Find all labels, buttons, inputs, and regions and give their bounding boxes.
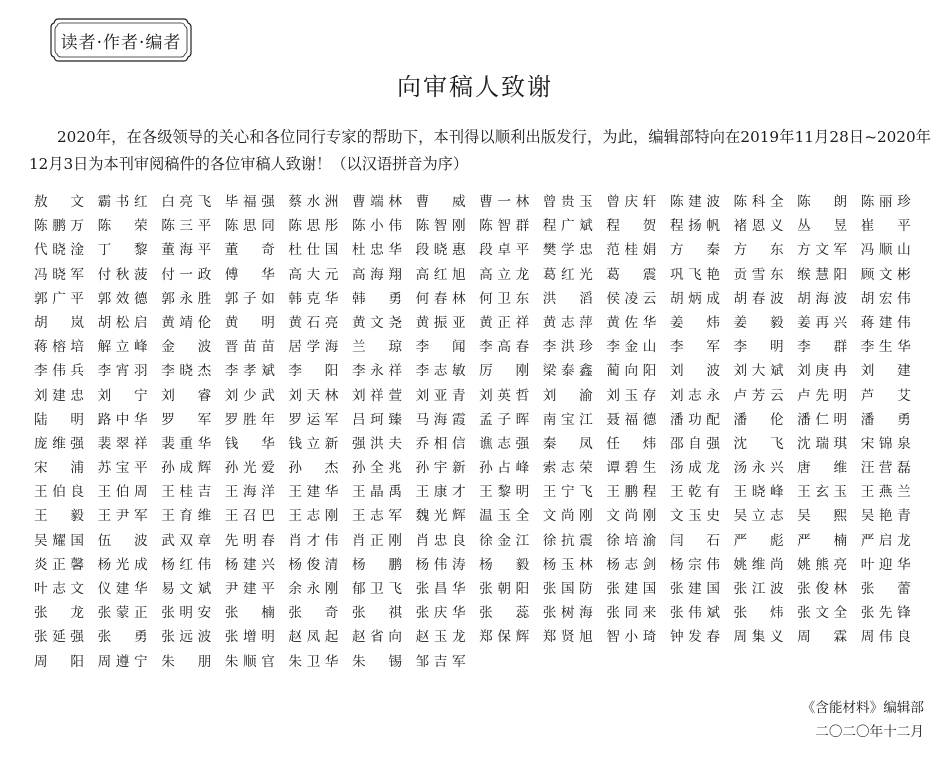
reviewer-name: 智 小 琦 bbox=[606, 629, 657, 646]
reviewer-name: 钟 发 春 bbox=[669, 629, 720, 646]
reviewer-name: 张 勇 bbox=[97, 629, 148, 646]
reviewer-name: 杨 伟 涛 bbox=[415, 556, 466, 573]
reviewer-name: 晋 苗 苗 bbox=[224, 339, 275, 356]
reviewer-name: 伍 波 bbox=[97, 532, 148, 549]
reviewer-name: 钱 立 新 bbox=[288, 435, 339, 452]
reviewer-name: 杨 红 伟 bbox=[161, 556, 212, 573]
reviewer-name: 严 楠 bbox=[797, 532, 848, 549]
reviewer-name: 张 龙 bbox=[34, 605, 84, 622]
reviewer-name: 王 建 华 bbox=[288, 484, 339, 501]
reviewer-name: 曹 威 bbox=[415, 194, 466, 210]
reviewer-name: 李 金 山 bbox=[606, 339, 657, 356]
reviewer-name: 强 洪 夫 bbox=[351, 435, 402, 452]
reviewer-name: 孙 成 辉 bbox=[161, 460, 212, 477]
reviewer-name: 杨 建 兴 bbox=[224, 556, 275, 573]
reviewer-name: 刘 玉 存 bbox=[606, 387, 657, 404]
reviewer-name: 徐 培 渝 bbox=[606, 532, 657, 549]
reviewer-name: 付 一 政 bbox=[161, 266, 212, 283]
reviewer-name: 张 蕊 bbox=[479, 605, 530, 622]
reviewer-name: 李 孝 斌 bbox=[224, 363, 275, 380]
reviewer-name: 李 伟 兵 bbox=[34, 363, 84, 380]
reviewer-name: 裴 翠 祥 bbox=[97, 435, 148, 452]
reviewer-name: 周 集 义 bbox=[733, 629, 784, 646]
reviewer-name: 曾 庆 轩 bbox=[606, 194, 657, 210]
intro-paragraph: 2020年，在各级领导的关心和各位同行专家的帮助下，本刊得以顺利出版发行，为此，编辑部特向在2019年11月28日~2020年12月3日为本刊审阅稿件的各位审稿人致谢！（以汉语拼音为序） bbox=[29, 128, 931, 173]
reviewer-name: 董 海 平 bbox=[161, 242, 212, 259]
reviewer-name: 刘 天 林 bbox=[288, 387, 339, 404]
reviewer-name: 黄 靖 伦 bbox=[161, 314, 212, 331]
reviewer-name: 刘 少 武 bbox=[224, 387, 275, 404]
reviewer-name: 程 扬 帆 bbox=[669, 218, 720, 235]
reviewer-name: 姚 维 尚 bbox=[733, 556, 784, 573]
reviewer-name: 姜 再 兴 bbox=[797, 314, 848, 331]
reviewer-name: 李 晓 杰 bbox=[161, 363, 212, 380]
reviewer-name: 谯 志 强 bbox=[479, 435, 530, 452]
reviewer-name: 温 玉 全 bbox=[479, 508, 530, 525]
reviewer-name: 张 明 安 bbox=[161, 605, 212, 622]
reviewer-name: 丁 黎 bbox=[97, 242, 148, 259]
reviewer-name: 张 同 来 bbox=[606, 605, 657, 622]
reviewer-name: 罗 胜 年 bbox=[224, 411, 275, 428]
reviewer-name: 刘 睿 bbox=[161, 387, 212, 404]
reviewer-name: 张 炜 bbox=[733, 605, 784, 622]
reviewer-name: 张 俊 林 bbox=[797, 581, 848, 597]
reviewer-name: 陈 鹏 万 bbox=[34, 218, 84, 235]
reviewer-name: 褚 恩 义 bbox=[733, 218, 784, 235]
reviewer-name: 曹 一 林 bbox=[479, 194, 530, 210]
reviewer-name: 王 伯 良 bbox=[34, 484, 84, 501]
reviewer-name: 王 志 军 bbox=[351, 508, 402, 525]
reviewer-name: 金 波 bbox=[161, 339, 212, 356]
reviewer-name: 郭 永 胜 bbox=[161, 290, 212, 307]
reviewer-list bbox=[34, 190, 924, 674]
reviewer-name: 黄 文 尧 bbox=[351, 314, 402, 331]
reviewer-name: 杨 毅 bbox=[479, 556, 530, 573]
reviewer-name: 厉 刚 bbox=[479, 363, 530, 380]
reviewer-name: 刘 志 永 bbox=[669, 387, 720, 404]
reviewer-name: 刘 大 斌 bbox=[733, 363, 784, 380]
reviewer-name: 秦 凤 bbox=[542, 435, 593, 452]
reviewer-name: 易 文 斌 bbox=[161, 581, 212, 597]
reviewer-name: 黄 志 萍 bbox=[542, 314, 593, 331]
reviewer-name: 宋 浦 bbox=[34, 460, 84, 477]
reviewer-name: 李 高 春 bbox=[479, 339, 530, 356]
reviewer-name: 葛 震 bbox=[606, 266, 657, 283]
reviewer-name: 赵 凤 起 bbox=[288, 629, 339, 646]
signature-block bbox=[802, 696, 924, 744]
reviewer-name: 汤 成 龙 bbox=[669, 460, 720, 477]
reviewer-name: 周 霖 bbox=[797, 629, 848, 646]
reviewer-name: 范 桂 娟 bbox=[606, 242, 657, 259]
reviewer-name: 韩 克 华 bbox=[288, 290, 339, 307]
reviewer-name: 王 伯 周 bbox=[97, 484, 148, 501]
section-tag bbox=[48, 16, 194, 64]
reviewer-name: 缑 慧 阳 bbox=[797, 266, 848, 283]
reviewer-name: 文 尚 刚 bbox=[542, 508, 593, 525]
reviewer-name: 杨 志 剑 bbox=[606, 556, 657, 573]
reviewer-name: 李 阳 bbox=[288, 363, 339, 380]
reviewer-name: 杨 光 成 bbox=[97, 556, 148, 573]
reviewer-name: 叶 志 文 bbox=[34, 581, 84, 597]
reviewer-name: 毕 福 强 bbox=[224, 194, 275, 210]
reviewer-name: 胡 炳 成 bbox=[669, 290, 720, 307]
reviewer-name: 韩 勇 bbox=[351, 290, 402, 307]
reviewer-name: 冯 晓 军 bbox=[34, 266, 84, 283]
reviewer-name: 朱 顺 官 bbox=[224, 653, 275, 670]
reviewer-name: 任 炜 bbox=[606, 435, 657, 452]
reviewer-name: 卢 先 明 bbox=[797, 387, 848, 404]
reviewer-name: 陈 荣 bbox=[97, 218, 148, 235]
section-tag-label: 读者·作者·编者 bbox=[60, 32, 182, 53]
reviewer-name: 潘 功 配 bbox=[669, 411, 720, 428]
reviewer-name: 潘 仁 明 bbox=[797, 411, 848, 428]
reviewer-name: 郭 广 平 bbox=[34, 290, 84, 307]
reviewer-name: 陈 思 彤 bbox=[288, 218, 339, 235]
reviewer-name: 刘 宁 bbox=[97, 387, 148, 404]
reviewer-name: 沈 飞 bbox=[733, 435, 784, 452]
reviewer-name: 王 志 刚 bbox=[288, 508, 339, 525]
reviewer-name: 炎 正 馨 bbox=[34, 556, 84, 573]
reviewer-name: 李 军 bbox=[669, 339, 720, 356]
reviewer-name: 卢 芳 云 bbox=[733, 387, 784, 404]
reviewer-name: 高 海 翔 bbox=[351, 266, 402, 283]
reviewer-name: 赵 省 向 bbox=[351, 629, 402, 646]
reviewer-name: 方 东 bbox=[733, 242, 784, 259]
reviewer-name: 敖 文 bbox=[34, 194, 84, 210]
reviewer-name: 朱 朋 bbox=[161, 653, 212, 670]
reviewer-name: 杨 宗 伟 bbox=[669, 556, 720, 573]
reviewer-name: 周 伟 良 bbox=[860, 629, 911, 646]
reviewer-name: 裴 重 华 bbox=[161, 435, 212, 452]
reviewer-name: 罗 军 bbox=[161, 411, 212, 428]
reviewer-name: 张 蒙 正 bbox=[97, 605, 148, 622]
reviewer-name: 武 双 章 bbox=[161, 532, 212, 549]
reviewer-name: 文 尚 刚 bbox=[606, 508, 657, 525]
reviewer-name: 先 明 春 bbox=[224, 532, 275, 549]
reviewer-name: 贡 雪 东 bbox=[733, 266, 784, 283]
reviewer-name: 肖 忠 良 bbox=[415, 532, 466, 549]
reviewer-name: 李 明 bbox=[733, 339, 784, 356]
reviewer-name: 苏 宝 平 bbox=[97, 460, 148, 477]
reviewer-name: 张 树 海 bbox=[542, 605, 593, 622]
reviewer-name: 郭 效 德 bbox=[97, 290, 148, 307]
reviewer-name: 庞 维 强 bbox=[34, 435, 84, 452]
reviewer-name: 沈 瑞 琪 bbox=[797, 435, 848, 452]
reviewer-name: 严 启 龙 bbox=[860, 532, 911, 549]
reviewer-name: 聂 福 德 bbox=[606, 411, 657, 428]
reviewer-name: 居 学 海 bbox=[288, 339, 339, 356]
reviewer-name: 郁 卫 飞 bbox=[351, 581, 402, 597]
reviewer-name: 张 江 波 bbox=[733, 581, 784, 597]
reviewer-name: 吴 耀 国 bbox=[34, 532, 84, 549]
reviewer-name: 张 蕾 bbox=[860, 581, 911, 597]
reviewer-name: 吴 熙 bbox=[797, 508, 848, 525]
reviewer-name: 张 伟 斌 bbox=[669, 605, 720, 622]
reviewer-name: 傅 华 bbox=[224, 266, 275, 283]
reviewer-name: 肖 才 伟 bbox=[288, 532, 339, 549]
reviewer-name: 汤 永 兴 bbox=[733, 460, 784, 477]
reviewer-name: 巩 飞 艳 bbox=[669, 266, 720, 283]
reviewer-name: 陈 丽 珍 bbox=[860, 194, 911, 210]
reviewer-name: 吴 立 志 bbox=[733, 508, 784, 525]
reviewer-name: 索 志 荣 bbox=[542, 460, 593, 477]
reviewer-name: 张 朝 阳 bbox=[479, 581, 530, 597]
reviewer-name: 张 祺 bbox=[351, 605, 402, 622]
reviewer-name: 曹 端 林 bbox=[351, 194, 402, 210]
reviewer-name: 刘 亚 青 bbox=[415, 387, 466, 404]
reviewer-name: 李 闻 bbox=[415, 339, 466, 356]
reviewer-name: 宋 锦 泉 bbox=[860, 435, 911, 452]
reviewer-name: 程 广 斌 bbox=[542, 218, 593, 235]
reviewer-name: 王 晶 禹 bbox=[351, 484, 402, 501]
reviewer-name: 霸 书 红 bbox=[97, 194, 148, 210]
reviewer-name: 刘 波 bbox=[669, 363, 720, 380]
reviewer-name: 张 先 锋 bbox=[860, 605, 911, 622]
reviewer-name: 洪 滔 bbox=[542, 290, 593, 307]
reviewer-name: 葛 红 光 bbox=[542, 266, 593, 283]
reviewer-name: 叶 迎 华 bbox=[860, 556, 911, 573]
reviewer-name: 张 建 国 bbox=[669, 581, 720, 597]
reviewer-name: 陆 明 bbox=[34, 411, 84, 428]
reviewer-name: 付 秋 菠 bbox=[97, 266, 148, 283]
reviewer-name: 杨 俊 清 bbox=[288, 556, 339, 573]
reviewer-name: 孙 占 峰 bbox=[479, 460, 530, 477]
reviewer-name: 陈 智 群 bbox=[479, 218, 530, 235]
reviewer-name: 刘 祥 萱 bbox=[351, 387, 402, 404]
reviewer-name: 张 远 波 bbox=[161, 629, 212, 646]
reviewer-name: 闫 石 bbox=[669, 532, 720, 549]
reviewer-name: 孟 子 晖 bbox=[479, 411, 530, 428]
reviewer-name: 何 卫 东 bbox=[479, 290, 530, 307]
reviewer-name: 马 海 霞 bbox=[415, 411, 466, 428]
reviewer-name: 陈 小 伟 bbox=[351, 218, 402, 235]
reviewer-name: 刘 建 忠 bbox=[34, 387, 84, 404]
reviewer-name: 梁 泰 鑫 bbox=[542, 363, 593, 380]
reviewer-name: 文 玉 史 bbox=[669, 508, 720, 525]
reviewer-name: 刘 庚 冉 bbox=[797, 363, 848, 380]
reviewer-name: 董 奇 bbox=[224, 242, 275, 259]
reviewer-name: 杜 仕 国 bbox=[288, 242, 339, 259]
reviewer-name: 王 乾 有 bbox=[669, 484, 720, 501]
reviewer-name: 罗 运 军 bbox=[288, 411, 339, 428]
reviewer-name: 徐 抗 震 bbox=[542, 532, 593, 549]
reviewer-name: 路 中 华 bbox=[97, 411, 148, 428]
reviewer-name: 张 庆 华 bbox=[415, 605, 466, 622]
reviewer-name: 李 志 敏 bbox=[415, 363, 466, 380]
reviewer-name: 李 洪 珍 bbox=[542, 339, 593, 356]
reviewer-name: 蔺 向 阳 bbox=[606, 363, 657, 380]
reviewer-name: 邹 吉 军 bbox=[415, 653, 466, 670]
reviewer-name: 张 奇 bbox=[288, 605, 339, 622]
reviewer-name: 张 国 防 bbox=[542, 581, 593, 597]
reviewer-name: 乔 相 信 bbox=[415, 435, 466, 452]
reviewer-name: 严 彪 bbox=[733, 532, 784, 549]
reviewer-name: 高 立 龙 bbox=[479, 266, 530, 283]
reviewer-name: 孙 全 兆 bbox=[351, 460, 402, 477]
reviewer-name: 唐 维 bbox=[797, 460, 848, 477]
reviewer-name: 姜 毅 bbox=[733, 314, 784, 331]
reviewer-name: 赵 玉 龙 bbox=[415, 629, 466, 646]
page-title: 向审稿人致谢 bbox=[397, 73, 553, 101]
reviewer-name: 蒋 建 伟 bbox=[860, 314, 911, 331]
reviewer-name: 陈 建 波 bbox=[669, 194, 720, 210]
reviewer-name: 吴 艳 青 bbox=[860, 508, 911, 525]
reviewer-name: 潘 伦 bbox=[733, 411, 784, 428]
reviewer-name: 王 宁 飞 bbox=[542, 484, 593, 501]
reviewer-name: 张 增 明 bbox=[224, 629, 275, 646]
reviewer-name: 曾 贵 玉 bbox=[542, 194, 593, 210]
reviewer-name: 陈 三 平 bbox=[161, 218, 212, 235]
reviewer-name: 黄 石 亮 bbox=[288, 314, 339, 331]
reviewer-name: 白 亮 飞 bbox=[161, 194, 212, 210]
reviewer-name: 仪 建 华 bbox=[97, 581, 148, 597]
reviewer-name: 张 昌 华 bbox=[415, 581, 466, 597]
reviewer-name: 朱 卫 华 bbox=[288, 653, 339, 670]
reviewer-name: 胡 岚 bbox=[34, 314, 84, 331]
reviewer-name: 郑 贤 旭 bbox=[542, 629, 593, 646]
reviewer-name: 姚 熊 亮 bbox=[797, 556, 848, 573]
reviewer-name: 顾 文 彬 bbox=[860, 266, 911, 283]
reviewer-name: 黄 振 亚 bbox=[415, 314, 466, 331]
reviewer-name: 徐 金 江 bbox=[479, 532, 530, 549]
reviewer-name: 崔 平 bbox=[860, 218, 911, 235]
reviewer-name: 余 永 刚 bbox=[288, 581, 339, 597]
reviewer-name: 胡 宏 伟 bbox=[860, 290, 911, 307]
reviewer-name: 李 永 祥 bbox=[351, 363, 402, 380]
reviewer-name: 方 秦 bbox=[669, 242, 720, 259]
signature-date: 二〇二〇年十二月 bbox=[815, 724, 924, 740]
reviewer-name: 刘 渝 bbox=[542, 387, 593, 404]
reviewer-name: 解 立 峰 bbox=[97, 339, 148, 356]
reviewer-name: 段 卓 平 bbox=[479, 242, 530, 259]
reviewer-name: 朱 锡 bbox=[351, 653, 402, 670]
reviewer-name: 樊 学 忠 bbox=[542, 242, 593, 259]
reviewer-name: 尹 建 平 bbox=[224, 581, 275, 597]
reviewer-name: 王 毅 bbox=[34, 508, 84, 525]
reviewer-name: 张 延 强 bbox=[34, 629, 84, 646]
reviewer-name: 胡 海 波 bbox=[797, 290, 848, 307]
reviewer-name: 侯 凌 云 bbox=[606, 290, 657, 307]
reviewer-name: 周 遵 宁 bbox=[97, 653, 148, 670]
reviewer-name: 郭 子 如 bbox=[224, 290, 275, 307]
reviewer-name: 胡 松 启 bbox=[97, 314, 148, 331]
reviewer-name: 刘 英 哲 bbox=[479, 387, 530, 404]
reviewer-name: 肖 正 刚 bbox=[351, 532, 402, 549]
signature-organization: 《含能材料》编辑部 bbox=[801, 700, 924, 716]
reviewer-name: 刘 建 bbox=[860, 363, 911, 380]
reviewer-name: 郑 保 辉 bbox=[479, 629, 530, 646]
reviewer-name: 姜 炜 bbox=[669, 314, 720, 331]
reviewer-name: 南 宝 江 bbox=[542, 411, 593, 428]
reviewer-name: 王 桂 吉 bbox=[161, 484, 212, 501]
reviewer-name: 钱 华 bbox=[224, 435, 275, 452]
reviewer-name: 蒋 榕 培 bbox=[34, 339, 84, 356]
reviewer-name: 潘 勇 bbox=[860, 411, 911, 428]
reviewer-name: 方 文 军 bbox=[797, 242, 848, 259]
reviewer-name: 黄 正 祥 bbox=[479, 314, 530, 331]
reviewer-name: 王 育 维 bbox=[161, 508, 212, 525]
reviewer-name: 杨 鹏 bbox=[351, 556, 402, 573]
reviewer-name: 李 生 华 bbox=[860, 339, 911, 356]
reviewer-name: 李 群 bbox=[797, 339, 848, 356]
reviewer-name: 孙 光 爱 bbox=[224, 460, 275, 477]
reviewer-name: 汪 营 磊 bbox=[860, 460, 911, 477]
reviewer-name: 吕 珂 臻 bbox=[351, 411, 402, 428]
reviewer-name: 王 燕 兰 bbox=[860, 484, 911, 501]
reviewer-name: 谭 碧 生 bbox=[606, 460, 657, 477]
reviewer-name: 王 尹 军 bbox=[97, 508, 148, 525]
reviewer-name: 王 玄 玉 bbox=[797, 484, 848, 501]
reviewer-name: 张 楠 bbox=[224, 605, 275, 622]
reviewer-name: 何 春 林 bbox=[415, 290, 466, 307]
reviewer-name: 王 鹏 程 bbox=[606, 484, 657, 501]
reviewer-name: 陈 科 全 bbox=[733, 194, 784, 210]
reviewer-name: 代 晓 淦 bbox=[34, 242, 84, 259]
reviewer-name: 张 文 全 bbox=[797, 605, 848, 622]
reviewer-name: 杜 忠 华 bbox=[351, 242, 402, 259]
reviewer-name: 陈 智 刚 bbox=[415, 218, 466, 235]
reviewer-name: 程 贺 bbox=[606, 218, 657, 235]
reviewer-name: 邵 自 强 bbox=[669, 435, 720, 452]
reviewer-name: 周 阳 bbox=[34, 653, 84, 670]
reviewer-name: 王 召 巴 bbox=[224, 508, 275, 525]
reviewer-name: 胡 春 波 bbox=[733, 290, 784, 307]
reviewer-name: 孙 宇 新 bbox=[415, 460, 466, 477]
reviewer-name: 陈 思 同 bbox=[224, 218, 275, 235]
reviewer-name: 兰 琼 bbox=[351, 339, 402, 356]
reviewer-name: 杨 玉 林 bbox=[542, 556, 593, 573]
reviewer-name: 蔡 水 洲 bbox=[288, 194, 339, 210]
reviewer-name: 李 宵 羽 bbox=[97, 363, 148, 380]
reviewer-name: 孙 杰 bbox=[288, 460, 339, 477]
reviewer-name: 魏 光 辉 bbox=[415, 508, 466, 525]
reviewer-name: 高 大 元 bbox=[288, 266, 339, 283]
reviewer-name: 高 红 旭 bbox=[415, 266, 466, 283]
reviewer-name: 黄 佐 华 bbox=[606, 314, 657, 331]
reviewer-name: 段 晓 惠 bbox=[415, 242, 466, 259]
reviewer-name: 王 海 洋 bbox=[224, 484, 275, 501]
reviewer-name: 丛 昱 bbox=[797, 218, 848, 235]
reviewer-name: 王 晓 峰 bbox=[733, 484, 784, 501]
reviewer-name: 黄 明 bbox=[224, 314, 275, 331]
reviewer-name: 张 建 国 bbox=[606, 581, 657, 597]
reviewer-name: 王 康 才 bbox=[415, 484, 466, 501]
reviewer-name: 芦 艾 bbox=[860, 387, 911, 404]
reviewer-name: 冯 顺 山 bbox=[860, 242, 911, 259]
reviewer-name: 陈 朗 bbox=[797, 194, 848, 210]
reviewer-name: 王 黎 明 bbox=[479, 484, 530, 501]
